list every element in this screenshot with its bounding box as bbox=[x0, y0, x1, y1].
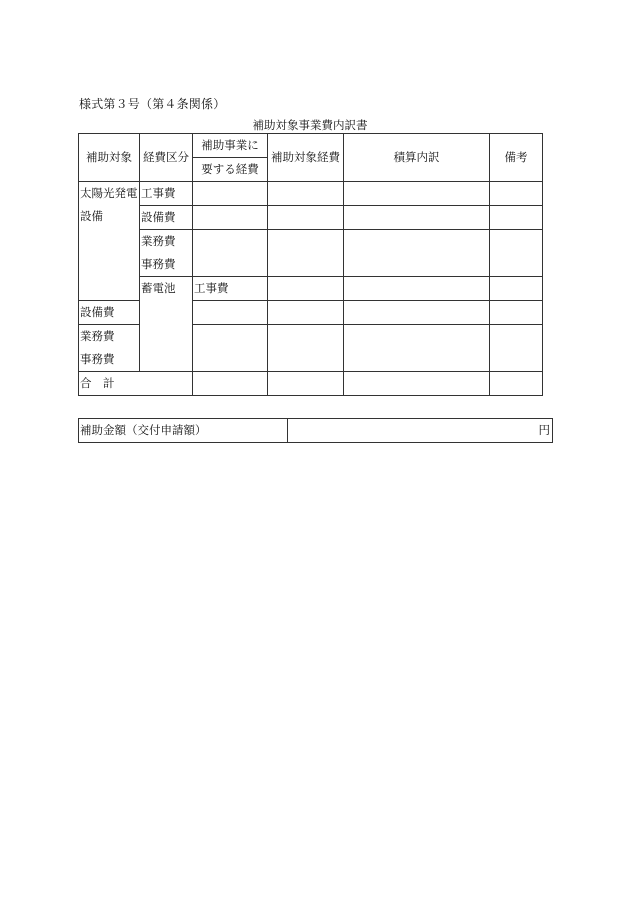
subsidy-amount-label: 補助金額（交付申請額） bbox=[79, 419, 288, 443]
total-eligible-cost-cell[interactable] bbox=[268, 372, 344, 396]
total-row bbox=[79, 372, 543, 396]
eligible-cost-cell[interactable] bbox=[344, 277, 490, 301]
breakdown-cell[interactable] bbox=[344, 206, 490, 230]
remarks-cell[interactable] bbox=[490, 206, 543, 230]
breakdown-cell[interactable] bbox=[344, 301, 490, 325]
table-row bbox=[79, 277, 543, 301]
table-row bbox=[79, 182, 543, 206]
required-cost-cell[interactable] bbox=[193, 206, 268, 230]
total-label: 合 計 bbox=[79, 372, 193, 396]
eligible-cost-cell[interactable] bbox=[268, 206, 344, 230]
required-cost-cell[interactable] bbox=[193, 230, 268, 277]
required-cost-cell[interactable] bbox=[268, 277, 344, 301]
subsidy-amount-row bbox=[79, 419, 553, 443]
breakdown-cell[interactable] bbox=[344, 230, 490, 277]
breakdown-cell[interactable] bbox=[490, 277, 543, 301]
category-cell: 工事費 bbox=[140, 182, 193, 206]
eligible-cost-cell[interactable] bbox=[268, 182, 344, 206]
category-cell: 設備費 bbox=[79, 301, 140, 325]
remarks-cell[interactable] bbox=[490, 230, 543, 277]
header-eligible: 補助対象経費 bbox=[268, 134, 344, 182]
breakdown-cell[interactable] bbox=[344, 325, 490, 372]
required-cost-cell[interactable] bbox=[193, 301, 268, 325]
eligible-cost-cell[interactable] bbox=[268, 230, 344, 277]
total-breakdown-cell[interactable] bbox=[344, 372, 490, 396]
form-number: 様式第３号（第４条関係） bbox=[79, 97, 226, 111]
remarks-cell[interactable] bbox=[490, 182, 543, 206]
header-required-line1: 補助事業に bbox=[193, 134, 268, 158]
breakdown-table bbox=[78, 133, 543, 396]
table-header-row bbox=[79, 134, 543, 158]
remarks-cell[interactable] bbox=[490, 301, 543, 325]
total-remarks-cell[interactable] bbox=[490, 372, 543, 396]
required-cost-cell[interactable] bbox=[193, 182, 268, 206]
target-battery: 蓄電池 bbox=[140, 277, 193, 372]
category-cell: 設備費 bbox=[140, 206, 193, 230]
yen-unit: 円 bbox=[538, 423, 550, 437]
category-cell: 工事費 bbox=[193, 277, 268, 301]
subsidy-amount-table bbox=[78, 418, 553, 443]
category-cell: 事務費 bbox=[79, 348, 140, 372]
category-cell: 事務費 bbox=[140, 253, 193, 277]
header-remarks: 備考 bbox=[490, 134, 543, 182]
eligible-cost-cell[interactable] bbox=[268, 325, 344, 372]
header-category: 経費区分 bbox=[140, 134, 193, 182]
table-row bbox=[79, 230, 543, 254]
header-breakdown: 積算内訳 bbox=[344, 134, 490, 182]
document-title: 補助対象事業費内訳書 bbox=[252, 118, 368, 132]
category-cell: 業務費 bbox=[140, 230, 193, 254]
eligible-cost-cell[interactable] bbox=[268, 301, 344, 325]
breakdown-cell[interactable] bbox=[344, 182, 490, 206]
table-row bbox=[79, 206, 543, 230]
target-solar: 太陽光発電設備 bbox=[79, 182, 140, 301]
subsidy-amount-field[interactable] bbox=[288, 419, 553, 443]
required-cost-cell[interactable] bbox=[193, 325, 268, 372]
header-required-line2: 要する経費 bbox=[193, 158, 268, 182]
header-target: 補助対象 bbox=[79, 134, 140, 182]
remarks-cell[interactable] bbox=[490, 325, 543, 372]
category-cell: 業務費 bbox=[79, 325, 140, 349]
total-required-cost-cell[interactable] bbox=[193, 372, 268, 396]
